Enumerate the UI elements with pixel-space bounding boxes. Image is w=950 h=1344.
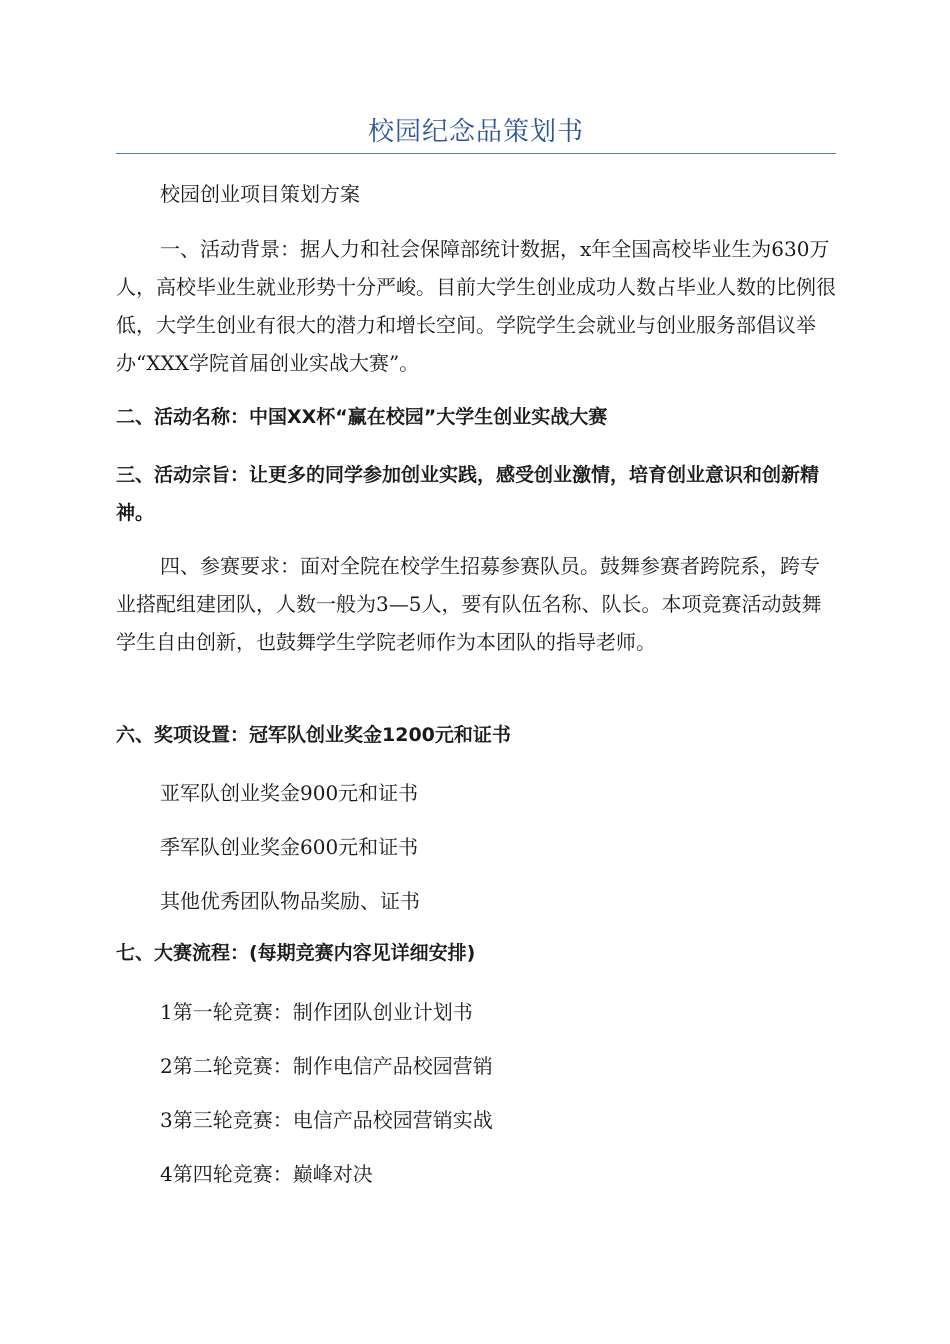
- section-requirements: 四、参赛要求：面对全院在校学生招募参赛队员。鼓舞参赛者跨院系，跨专业搭配组建团队，人数一般为3—5人，要有队伍名称、队长。本项竞赛活动鼓舞学生自由创新，也鼓舞学生学院老师作为本团队的指导老师。: [116, 554, 822, 654]
- section-purpose: 三、活动宗旨：让更多的同学参加创业实践，感受创业激情，培育创业意识和创新精神。: [116, 464, 820, 524]
- process-item: 4第四轮竞赛：巅峰对决: [160, 1162, 373, 1186]
- process-item: 3第三轮竞赛：电信产品校园营销实战: [160, 1108, 493, 1132]
- award-item: 其他优秀团队物品奖励、证书: [160, 889, 420, 913]
- award-item: 季军队创业奖金600元和证书: [160, 835, 419, 859]
- award-item: 亚军队创业奖金900元和证书: [160, 781, 419, 805]
- document-title: 校园纪念品策划书: [367, 117, 584, 147]
- section-activity-name: 二、活动名称：中国XX杯“赢在校园”大学生创业实战大赛: [116, 406, 608, 428]
- section-background: 一、活动背景：据人力和社会保障部统计数据，x年全国高校毕业生为630万人，高校毕业生就业形势十分严峻。目前大学生创业成功人数占毕业人数的比例很低，大学生创业有很大的潜力和增长空间。学院学生会就业与创业服务部倡议举办“XXX学院首届创业实战大赛”。: [116, 237, 836, 375]
- process-item: 1第一轮竞赛：制作团队创业计划书: [160, 1000, 473, 1024]
- section-process-heading: 七、大赛流程：(每期竞赛内容见详细安排): [116, 942, 476, 964]
- title-underline: [116, 153, 836, 154]
- document-subtitle: 校园创业项目策划方案: [160, 182, 360, 206]
- process-item: 2第二轮竞赛：制作电信产品校园营销: [160, 1054, 493, 1078]
- section-awards-heading: 六、奖项设置：冠军队创业奖金1200元和证书: [116, 724, 511, 746]
